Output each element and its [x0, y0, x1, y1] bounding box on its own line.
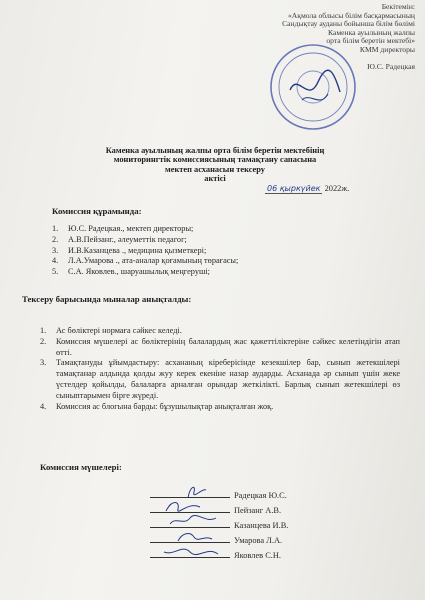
commission-list — [52, 224, 382, 278]
signer-name: Яковлев С.Н. — [234, 551, 282, 560]
title-line: Каменка ауылының жалпы орта білім беретін мектебінің — [105, 146, 325, 155]
document-title — [40, 146, 390, 184]
approval-line: орта білім беретін мектебі» — [326, 36, 415, 46]
list-item: 3. Тамақтануды ұйымдастыру: асхананың кіреберісінде кезекшілер бар, сынып жетекшілері тамақтанар алдында қолды жуу керек екеніне назар аударды. Асханада әр сынып үшін жеке үстелдер қойылды, балаларға арналған орындар жеткілікті. Барлық сынып жетекшілері өз сыныптарымен бірге жүреді. — [40, 358, 400, 400]
signature-row — [150, 546, 380, 560]
inspection-heading: Тексеру барысында мыналар анықталды: — [22, 294, 192, 304]
list-item: 4. Л.А.Умарова ., ата-аналар қоғамының төрағасы; — [52, 256, 239, 266]
list-item: 5. С.А. Яковлев., шаруашылық меңгеруші; — [52, 267, 210, 277]
findings-list — [40, 326, 400, 412]
list-item: 2. Комиссия мүшелері ас бөліктерінің балалардың жас қажеттіліктеріне сәйкес келетіндігін атап өтті. — [40, 336, 400, 357]
title-line: мониторингтік комиссиясының тамақтану сапасына — [113, 155, 317, 165]
approval-line: КММ директоры — [359, 44, 415, 54]
list-item: 2. А.В.Пейзанг., әлеуметтік педагог; — [52, 234, 187, 244]
commission-heading: Комиссия құрамында: — [52, 206, 142, 216]
list-item: 1. Ас бөліктері нормаға сәйкес келеді. — [40, 326, 182, 335]
handwritten-date: 06 қыркүйек — [267, 184, 321, 193]
approval-line: «Ақмола облысы білім басқармасының — [287, 10, 415, 20]
signer-name: Казанцева И.В. — [234, 521, 289, 530]
signature-line — [150, 557, 230, 558]
title-line: мектеп асханасын тексеру — [165, 164, 265, 174]
approval-line: Сандықтау ауданы бойынша білім бөлімі — [282, 19, 415, 29]
title-line: актісі — [204, 174, 226, 184]
approval-line: Бекітемін: — [381, 2, 415, 11]
list-item: 1. Ю.С. Радецкая., мектеп директоры; — [52, 224, 194, 233]
signer-name: Умарова Л.А. — [234, 536, 283, 545]
approval-line: Каменка ауылының жалпы — [328, 27, 415, 37]
signatures-heading: Комиссия мүшелері: — [40, 462, 122, 472]
approval-line: Ю.С. Радецкая — [367, 61, 415, 71]
date-year: 2022ж. — [324, 184, 350, 193]
signer-name: Пейзанг А.В. — [234, 506, 282, 515]
list-item: 3. И.В.Казанцева ., медицина қызметкері; — [52, 245, 207, 255]
list-item: 4. Комиссия ас блогына барды: бұзушылықтар анықталған жоқ. — [40, 401, 274, 411]
document-date — [265, 184, 349, 194]
signer-name: Радецкая Ю.С. — [234, 491, 287, 500]
stamp-seal-icon — [268, 42, 358, 132]
